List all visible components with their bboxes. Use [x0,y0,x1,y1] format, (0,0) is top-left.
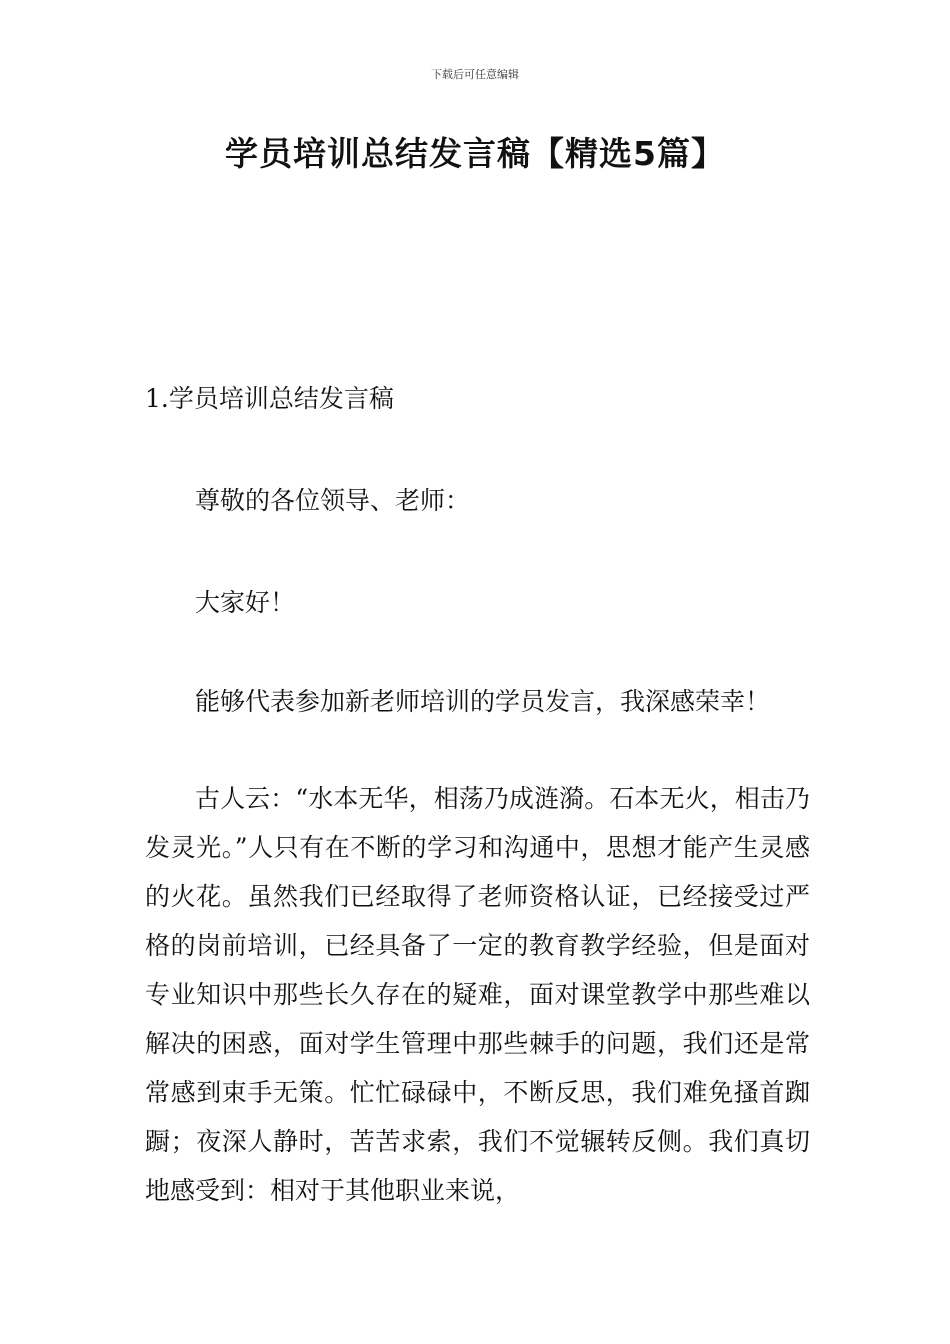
paragraph-greeting: 大家好！ [195,588,296,617]
section-heading: 1.学员培训总结发言稿 [145,384,394,413]
paragraph-honor: 能够代表参加新老师培训的学员发言，我深感荣幸！ [195,687,771,716]
paragraph-salutation: 尊敬的各位领导、老师： [195,486,471,515]
document-title: 学员培训总结发言稿【精选5篇】 [225,134,725,173]
paragraph-body: 古人云：“水本无华，相荡乃成涟漪。石本无火，相击乃发灵光。”人只有在不断的学习和沟通中，思想才能产生灵感的火花。虽然我们已经取得了老师资格认证，已经接受过严格的岗前培训，已经具备了一定的教育教学经验，但是面对专业知识中那些长久存在的疑难，面对课堂教学中那些难以解决的困惑，面对学生管理中那些棘手的问题，我们还是常常感到束手无策。忙忙碌碌中，不断反思，我们难免搔首踟蹰；夜深人静时，苦苦求索，我们不觉辗转反侧。我们真切地感受到：相对于其他职业来说， [145,784,810,1205]
header-note: 下载后可任意编辑 [431,68,519,81]
